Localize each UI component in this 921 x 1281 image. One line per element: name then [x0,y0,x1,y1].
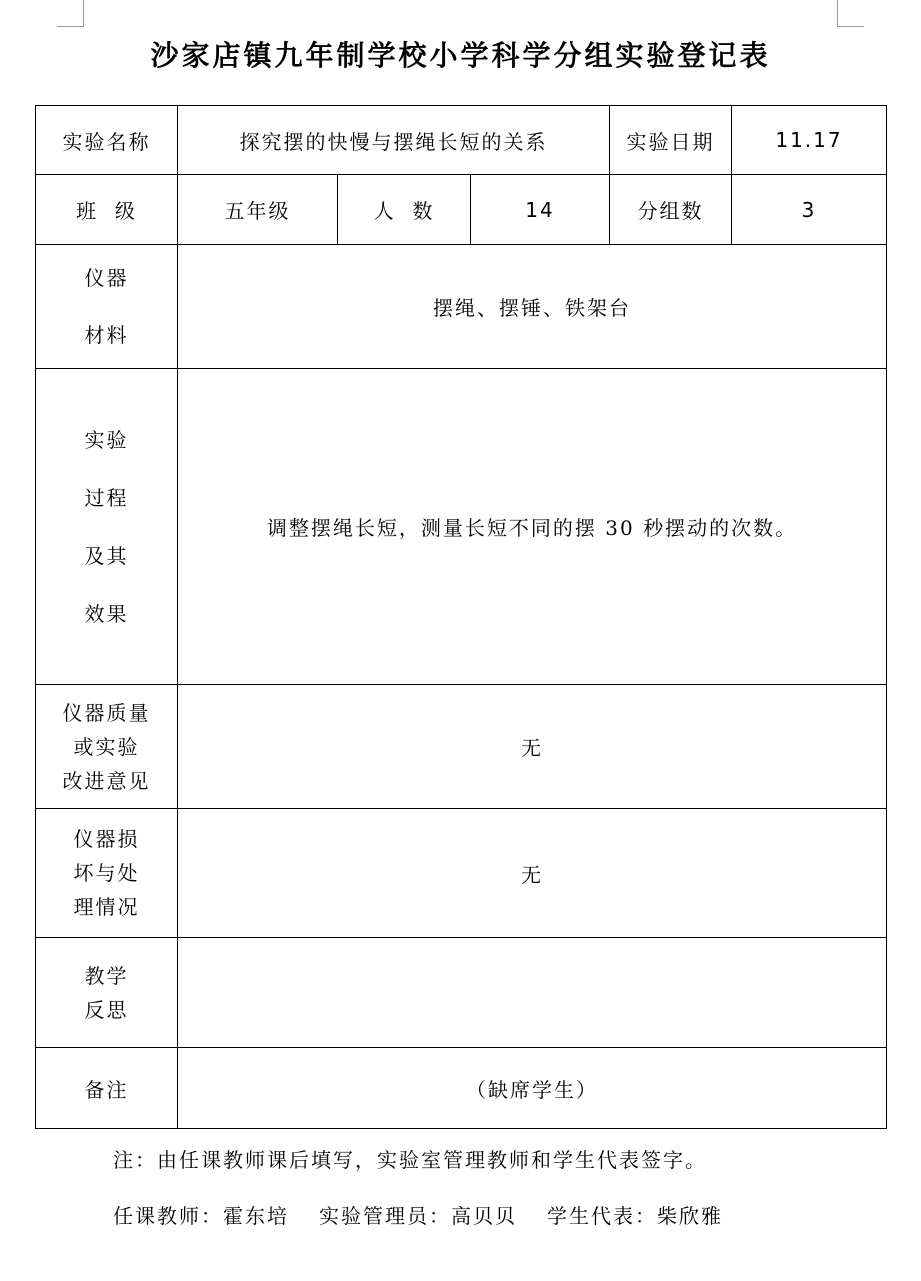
damage-label [36,809,178,938]
row-process [36,369,887,685]
form-title: 沙家店镇九年制学校小学科学分组实验登记表 [150,39,771,72]
reflection-label [36,938,178,1048]
reflection-value [178,938,887,1048]
row-experiment-name [36,106,887,175]
quality-label-line: 或实验 [73,734,140,759]
experiment-date-value: 11.17 [732,106,887,175]
process-label-line: 及其 [84,543,129,568]
people-value: 14 [471,175,610,245]
groups-value: 3 [732,175,887,245]
people-label: 人 数 [338,175,471,245]
class-label: 班 级 [36,175,178,245]
experiment-name-label: 实验名称 [36,106,178,175]
process-label-line: 实验 [84,427,129,452]
quality-label-line: 改进意见 [62,768,151,793]
row-reflection [36,938,887,1048]
class-value: 五年级 [178,175,338,245]
form-note: 注：由任课教师课后填写，实验室管理教师和学生代表签字。 [113,1148,707,1172]
experiment-date-label: 实验日期 [610,106,732,175]
process-label [36,369,178,685]
crop-mark-left [57,0,84,27]
groups-label: 分组数 [610,175,732,245]
signature-line [113,1200,723,1229]
row-remark [36,1048,887,1129]
remark-label: 备注 [36,1048,178,1129]
equipment-value: 摆绳、摆锤、铁架台 [178,245,887,369]
experiment-record-table [35,105,887,1129]
student-rep-signature: 学生代表：柴欣雅 [547,1204,723,1228]
damage-label-line: 坏与处 [73,861,140,885]
row-equipment [36,245,887,369]
quality-label [36,685,178,809]
process-value: 调整摆绳长短，测量长短不同的摆 30 秒摆动的次数。 [178,369,887,685]
experiment-name-value: 探究摆的快慢与摆绳长短的关系 [178,106,610,175]
damage-label-line: 仪器损 [73,827,140,851]
equipment-label [36,245,178,369]
process-label-line: 效果 [84,601,129,626]
row-quality [36,685,887,809]
damage-value: 无 [178,809,887,938]
quality-value: 无 [178,685,887,809]
remark-value: （缺席学生） [178,1048,887,1129]
reflection-label-line: 教学 [84,963,129,988]
row-class-info [36,175,887,245]
lab-manager-signature: 实验管理员：高贝贝 [319,1204,517,1228]
process-label-line: 过程 [84,485,129,510]
teacher-signature: 任课教师：霍东培 [113,1204,289,1228]
reflection-label-line: 反思 [84,997,129,1022]
equipment-label-line: 仪器 [84,265,129,290]
damage-label-line: 理情况 [73,895,140,919]
row-damage [36,809,887,938]
crop-mark-right [837,0,864,27]
quality-label-line: 仪器质量 [62,700,151,725]
equipment-label-line: 材料 [84,322,129,347]
